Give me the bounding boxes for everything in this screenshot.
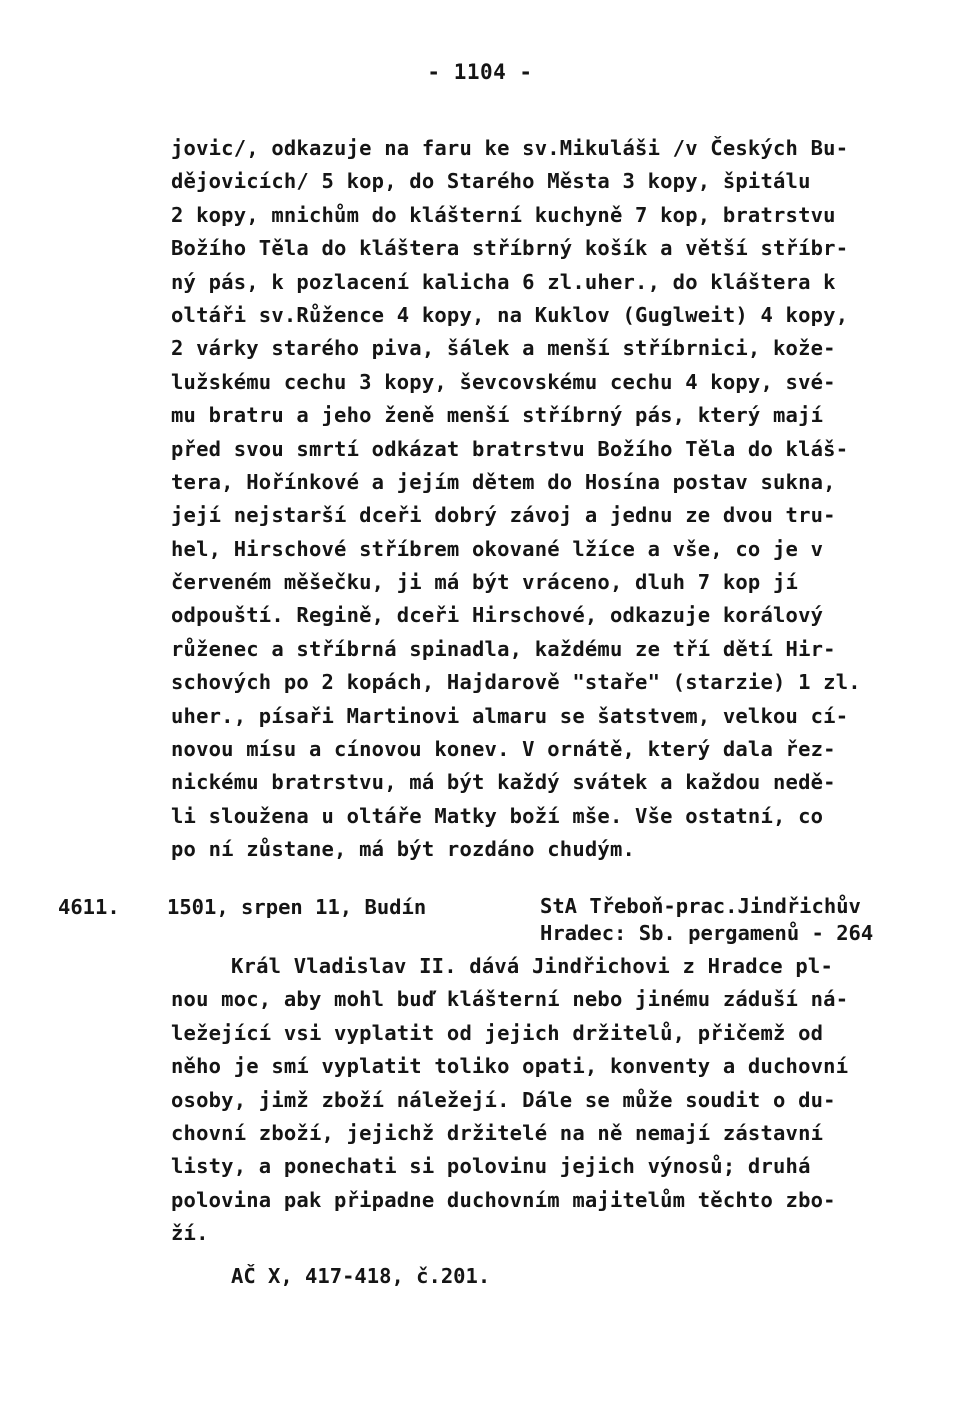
continuation-text	[171, 132, 931, 867]
text-line: ný pás, k pozlacení kalicha 6 zl.uher., do kláštera k	[171, 269, 836, 294]
text-line: odpouští. Regině, dceři Hirschové, odkazuje korálový	[171, 603, 824, 628]
text-line: tera, Hořínkové a jejím dětem do Hosína postav sukna,	[171, 469, 836, 494]
text-line: hel, Hirschové stříbrem okované lžíce a vše, co je v	[171, 536, 824, 561]
archive-reference	[540, 893, 940, 947]
text-line: červeném měšečku, ji má být vráceno, dluh 7 kop jí	[171, 570, 799, 595]
text-line: mu bratru a jeho ženě menší stříbrný pás, který mají	[171, 403, 824, 428]
text-line: ží.	[171, 1221, 209, 1246]
text-line: schových po 2 kopách, Hajdarově "staře" (starzie) 1 zl.	[171, 670, 861, 695]
text-line: 2 várky starého piva, šálek a menší stříbrnici, kože-	[171, 336, 836, 361]
entry-date-place: 1501, srpen 11, Budín	[167, 895, 427, 919]
page-number: - 1104 -	[427, 60, 533, 84]
source-reference: AČ X, 417-418, č.201.	[231, 1264, 491, 1288]
text-line: nou moc, aby mohl buď klášterní nebo jinému záduší ná-	[171, 987, 849, 1012]
entry-header	[0, 893, 960, 943]
text-line: listy, a ponechati si polovinu jejich výnosů; druhá	[171, 1154, 811, 1179]
text-line: lužskému cechu 3 kopy, ševcovskému cechu 4 kopy, své-	[171, 369, 836, 394]
text-line: dějovicích/ 5 kop, do Starého Města 3 kopy, špitálu	[171, 169, 811, 194]
text-line: chovní zboží, jejichž držitelé na ně nemají zástavní	[171, 1120, 824, 1145]
text-line: 2 kopy, mnichům do klášterní kuchyně 7 kop, bratrstvu	[171, 202, 836, 227]
text-line: před svou smrtí odkázat bratrstvu Božího Těla do kláš-	[171, 436, 849, 461]
text-line: Božího Těla do kláštera stříbrný košík a větší stříbr-	[171, 236, 849, 261]
text-line: růženec a stříbrná spinadla, každému ze tří dětí Hir-	[171, 636, 836, 661]
text-line: uher., písaři Martinovi almaru se šatstvem, velkou cí-	[171, 703, 849, 728]
archive-line: Hradec: Sb. pergamenů - 264	[540, 921, 874, 945]
text-line: li sloužena u oltáře Matky boží mše. Vše ostatní, co	[171, 803, 824, 828]
archive-line: StA Třeboň-prac.Jindřichův	[540, 894, 861, 918]
text-line: její nejstarší dceři dobrý závoj a jednu ze dvou tru-	[171, 503, 836, 528]
text-line: novou mísu a cínovou konev. V ornátě, který dala řez-	[171, 737, 836, 762]
text-line: po ní zůstane, má být rozdáno chudým.	[171, 837, 636, 862]
text-line: nickému bratrstvu, má být každý svátek a každou nedě-	[171, 770, 836, 795]
text-line: polovina pak připadne duchovním majitelům těchto zbo-	[171, 1187, 836, 1212]
entry-number: 4611.	[58, 895, 120, 919]
text-line: jovic/, odkazuje na faru ke sv.Mikuláši /v Českých Bu-	[171, 136, 849, 160]
text-line: oltáři sv.Růžence 4 kopy, na Kuklov (Guglweit) 4 kopy,	[171, 302, 849, 327]
text-line: osoby, jimž zboží náležejí. Dále se může soudit o du-	[171, 1087, 836, 1112]
text-line: něho je smí vyplatit toliko opati, konventy a duchovní	[171, 1054, 849, 1079]
entry-body	[171, 950, 931, 1251]
text-line: Král Vladislav II. dává Jindřichovi z Hradce pl-	[231, 954, 834, 978]
text-line: ležející vsi vyplatit od jejich držitelů, přičemž od	[171, 1020, 824, 1045]
